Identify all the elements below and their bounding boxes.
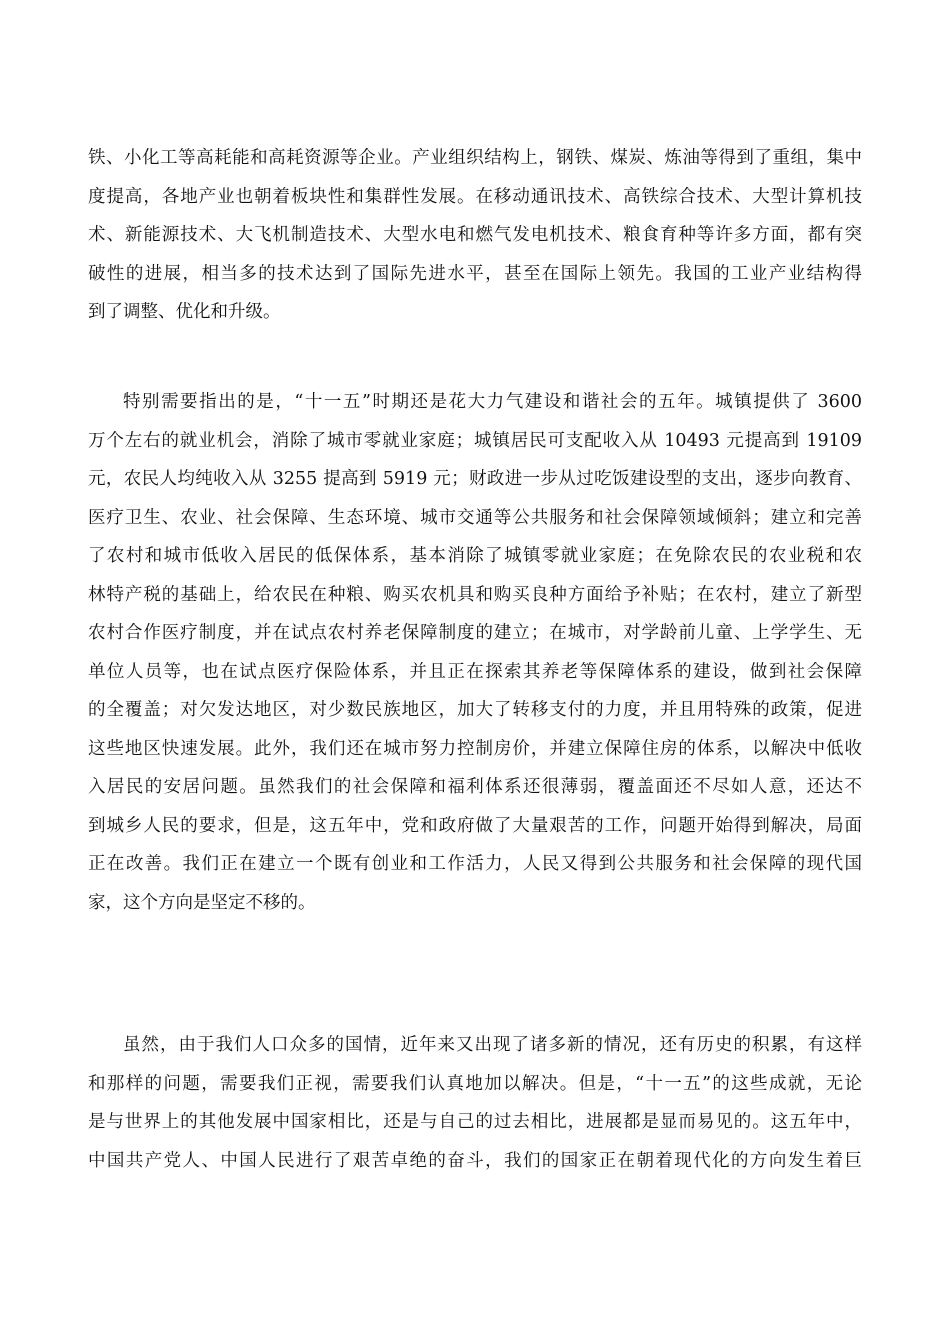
text-line: 元，农民人均纯收入从 3255 提高到 5919 元；财政进一步从过吃饭建设型的支出，逐步向教育、: [88, 469, 862, 489]
text-line: 术、新能源技术、大飞机制造技术、大型水电和燃气发电机技术、粮食育种等许多方面，都有突: [88, 225, 862, 245]
text-line: 特别需要指出的是，“十一五”时期还是花大力气建设和谐社会的五年。城镇提供了 3600: [123, 392, 862, 412]
text-line: 和那样的问题，需要我们正视，需要我们认真地加以解决。但是，“十一五”的这些成就，无论: [88, 1073, 862, 1094]
paragraph-achievements: [88, 1026, 862, 1180]
text-line: 家，这个方向是坚定不移的。: [88, 892, 316, 913]
text-line: 中国共产党人、中国人民进行了艰苦卓绝的奋斗，我们的国家正在朝着现代化的方向发生着巨: [88, 1150, 862, 1171]
text-line: 单位人员等，也在试点医疗保险体系，并且正在探索其养老等保障体系的建设，做到社会保障: [88, 661, 862, 682]
text-line: 到城乡人民的要求，但是，这五年中，党和政府做了大量艰苦的工作，问题开始得到解决，局面: [88, 815, 862, 836]
paragraph-industry-structure: [88, 139, 862, 332]
text-line: 林特产税的基础上，给农民在种粮、购买农机具和购买良种方面给予补贴；在农村，建立了新型: [88, 584, 862, 605]
text-line: 这些地区快速发展。此外，我们还在城市努力控制房价，并建立保障住房的体系，以解决中低收: [88, 738, 862, 759]
text-line: 到了调整、优化和升级。: [88, 302, 281, 322]
text-line: 是与世界上的其他发展中国家相比，还是与自己的过去相比，进展都是显而易见的。这五年中，: [88, 1112, 862, 1132]
text-line: 医疗卫生、农业、社会保障、生态环境、城市交通等公共服务和社会保障领域倾斜；建立和完善: [88, 507, 862, 528]
text-line: 万个左右的就业机会，消除了城市零就业家庭；城镇居民可支配收入从 10493 元提高到 19109: [88, 430, 862, 451]
text-line: 入居民的安居问题。虽然我们的社会保障和福利体系还很薄弱，覆盖面还不尽如人意，还达不: [88, 777, 862, 797]
text-line: 虽然，由于我们人口众多的国情，近年来又出现了诸多新的情况，还有历史的积累，有这样: [123, 1035, 862, 1055]
text-line: 农村合作医疗制度，并在试点农村养老保障制度的建立；在城市，对学龄前儿童、上学学生、无: [88, 623, 862, 643]
paragraph-harmonious-society: [88, 383, 862, 922]
text-line: 铁、小化工等高耗能和高耗资源等企业。产业组织结构上，钢铁、煤炭、炼油等得到了重组，集中: [88, 148, 862, 168]
text-line: 的全覆盖；对欠发达地区，对少数民族地区，加大了转移支付的力度，并且用特殊的政策，促进: [88, 700, 862, 720]
text-line: 破性的进展，相当多的技术达到了国际先进水平，甚至在国际上领先。我国的工业产业结构得: [88, 263, 862, 284]
text-line: 了农村和城市低收入居民的低保体系，基本消除了城镇零就业家庭；在免除农民的农业税和农: [88, 546, 862, 566]
text-line: 度提高，各地产业也朝着板块性和集群性发展。在移动通讯技术、高铁综合技术、大型计算机技: [88, 186, 862, 207]
text-line: 正在改善。我们正在建立一个既有创业和工作活力，人民又得到公共服务和社会保障的现代国: [88, 854, 862, 874]
